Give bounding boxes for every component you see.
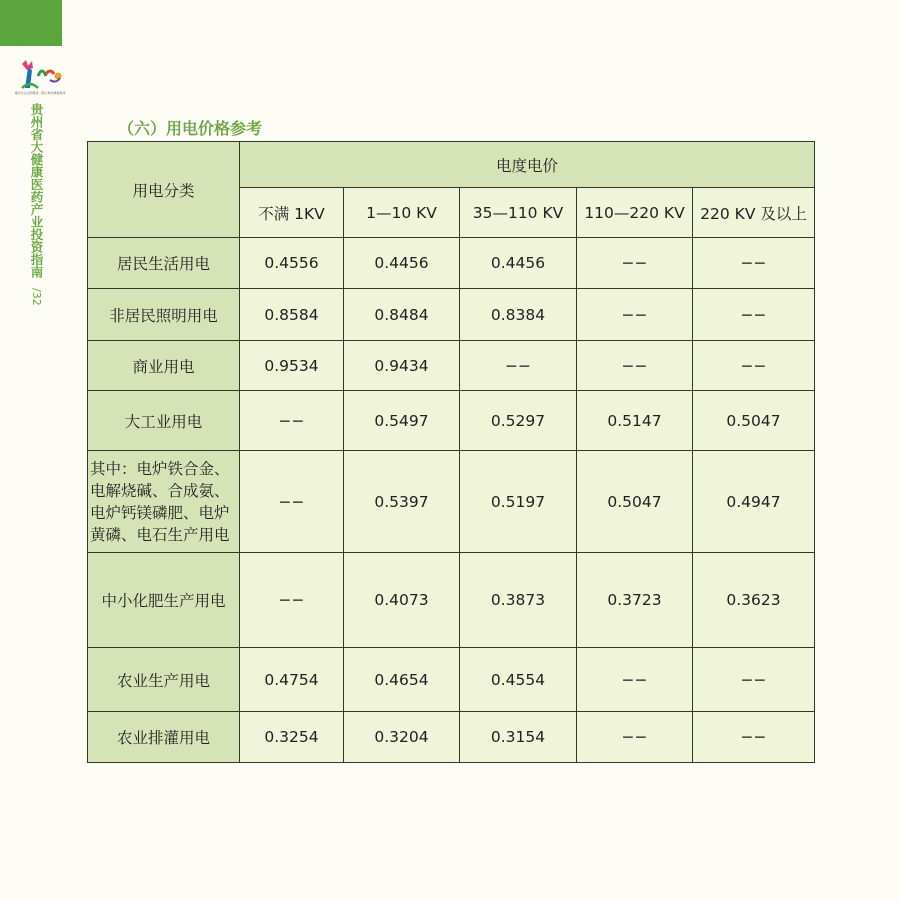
price-cell: −− [693,238,815,289]
column-header: 220 KV 及以上 [693,188,815,238]
price-cell: 0.4073 [344,553,460,648]
price-cell: 0.4654 [344,648,460,712]
price-cell: 0.4754 [240,648,344,712]
row-category: 非居民照明用电 [88,289,240,341]
column-header: 不满 1KV [240,188,344,238]
electricity-price-table [87,141,815,763]
corner-color-block [0,0,62,46]
page-separator: / [30,288,43,292]
row-category: 其中：电炉铁合金、电解烧碱、合成氨、电炉钙镁磷肥、电炉黄磷、电石生产用电 [88,451,240,553]
price-cell: 0.4947 [693,451,815,553]
price-cell: 0.4456 [344,238,460,289]
price-cell: −− [577,341,693,391]
table-row [88,289,815,341]
guide-title-vertical: 贵州省大健康医药产业投资指南 [29,103,44,278]
price-cell: 0.4556 [240,238,344,289]
price-cell: 0.3254 [240,712,344,763]
page-number-value: 32 [30,291,43,306]
price-cell: 0.3873 [460,553,577,648]
price-cell: 0.8584 [240,289,344,341]
price-cell: 0.4456 [460,238,577,289]
price-cell: 0.5197 [460,451,577,553]
price-cell: −− [693,289,815,341]
price-cell: 0.9434 [344,341,460,391]
price-cell: −− [240,451,344,553]
category-header: 用电分类 [88,142,240,238]
price-cell: 0.3204 [344,712,460,763]
price-cell: −− [577,712,693,763]
price-cell: −− [460,341,577,391]
price-cell: 0.4554 [460,648,577,712]
price-cell: 0.3154 [460,712,577,763]
row-category: 大工业用电 [88,391,240,451]
price-cell: 0.8384 [460,289,577,341]
table-row [88,712,815,763]
price-cell: −− [577,648,693,712]
price-cell: 0.3623 [693,553,815,648]
column-header: 110—220 KV [577,188,693,238]
table-row [88,341,815,391]
row-category: 中小化肥生产用电 [88,553,240,648]
table-row [88,553,815,648]
section-title: （六）用电价格参考 [118,119,263,138]
row-category: 商业用电 [88,341,240,391]
column-header: 35—110 KV [460,188,577,238]
row-category: 农业生产用电 [88,648,240,712]
price-cell: 0.9534 [240,341,344,391]
price-cell: 0.5397 [344,451,460,553]
price-cell: −− [577,238,693,289]
price-cell: −− [693,648,815,712]
header-row-top [88,142,815,188]
price-cell: 0.3723 [577,553,693,648]
price-cell: −− [240,391,344,451]
price-cell: 0.5147 [577,391,693,451]
table-row [88,648,815,712]
price-cell: −− [240,553,344,648]
row-category: 农业排灌用电 [88,712,240,763]
price-cell: 0.8484 [344,289,460,341]
price-cell: −− [577,289,693,341]
page-number [29,288,43,306]
price-header: 电度电价 [240,142,815,188]
table-row [88,451,815,553]
price-cell: 0.5047 [577,451,693,553]
price-cell: 0.5297 [460,391,577,451]
price-cell: −− [693,712,815,763]
logo-caption: 遵守生态文明建设 · 黔山秀水健康贵州 [14,91,66,95]
column-header: 1—10 KV [344,188,460,238]
row-category: 居民生活用电 [88,238,240,289]
price-cell: 0.5497 [344,391,460,451]
table-row [88,238,815,289]
price-cell: 0.5047 [693,391,815,451]
table-row [88,391,815,451]
price-cell: −− [693,341,815,391]
